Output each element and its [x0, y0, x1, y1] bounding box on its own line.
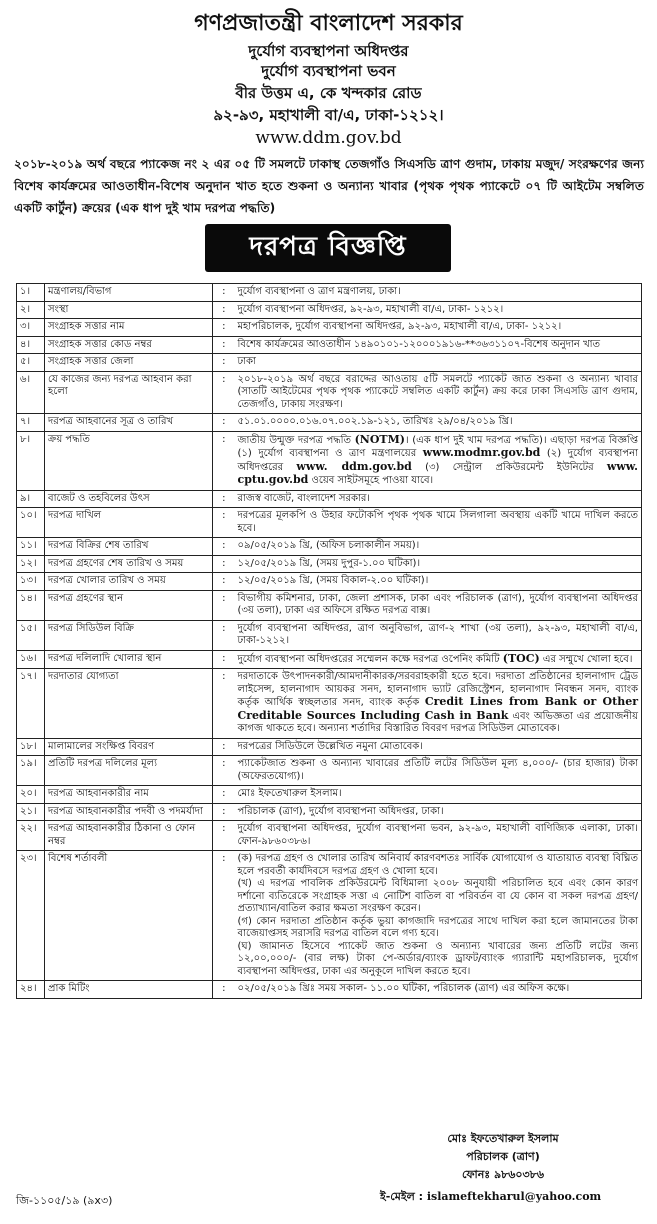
row-number: ১১। [17, 538, 45, 556]
row-number: ১০। [17, 508, 45, 538]
row-number: ২২। [17, 821, 45, 851]
table-row [17, 620, 642, 650]
row-value: দুর্যোগ ব্যবস্থাপনা অধিদপ্তর, ত্রাণ অনুবিভাগ, ত্রাণ-২ শাখা (৩য় তলা), ৯২-৯৩, মহাখালী বা/এ, ঢাকা-১২১২। [235, 620, 642, 650]
row-number: ১৩। [17, 573, 45, 591]
row-value [235, 650, 642, 669]
row-number: ৭। [17, 414, 45, 432]
table-row [17, 786, 642, 804]
row-number: ১২। [17, 555, 45, 573]
value-text: দুর্যোগ ব্যবস্থাপনা অধিদপ্তরের সম্মেলন কক্ষে দরপত্র ওপেনিং কমিটি [237, 653, 503, 665]
row-label: প্রতিটি দরপত্র দলিলের মূল্য [45, 756, 213, 786]
table-row [17, 851, 642, 981]
table-row [17, 319, 642, 337]
table-row [17, 756, 642, 786]
row-number: ১৯। [17, 756, 45, 786]
value-text: ওয়েব সাইটসমূহে পাওয়া যাবে। [308, 475, 434, 486]
website-link[interactable]: www.ddm.gov.bd [255, 128, 402, 148]
row-separator: : [213, 508, 235, 538]
condition-item: (ঘ) জামানত হিসেবে প্যাকেট জাত শুকনা ও অন্যান্য খাবারের জন্য প্রতিটি লটের জন্য ১২,০০,০০০/- (বার লক্ষ) টাকা পে-অর্ডার/ব্যাংক ড্রাফট/ব্যাংক গ্যারান্টি মহাপরিচালক, দুর্যোগ ব্যবস্থাপনা অধিদপ্তর, ঢাকা এর অনুকূলে দাখিল করতে হবে। [237, 940, 638, 977]
row-label: দরপত্র দলিলাদি খোলার স্থান [45, 650, 213, 669]
row-number: ১৭। [17, 669, 45, 739]
table-row [17, 555, 642, 573]
row-value: প্যাকেটজাত শুকনা ও অন্যান্য খাবারের প্রতিটি লটের সিডিউল মূল্য ৪,০০০/- (চার হাজার) টাকা (অফেরতযোগ্য)। [235, 756, 642, 786]
english-term[interactable]: www.modmr.gov.bd [422, 446, 541, 459]
row-label: সংগ্রাহক সত্তার নাম [45, 319, 213, 337]
english-term: (TOC) [502, 651, 540, 665]
table-row [17, 508, 642, 538]
table-row [17, 371, 642, 414]
row-number: ৪। [17, 336, 45, 354]
table-row [17, 650, 642, 669]
row-label: দরপত্র গ্রহণের স্থান [45, 590, 213, 620]
row-separator: : [213, 590, 235, 620]
row-label: দরপত্র গ্রহণের শেষ তারিখ ও সময় [45, 555, 213, 573]
row-separator: : [213, 756, 235, 786]
table-row [17, 431, 642, 490]
signatory-phone: ফোনঃ ৯৮৬০৩৮৬ [462, 1168, 544, 1181]
condition-item: (খ) এ দরপত্র পাবলিক প্রকিউরমেন্ট বিধিমালা ২০০৮ অনুযায়ী পরিচালিত হবে এবং কোন কারণ দর্শানো ব্যতিরেকে সংগ্রাহক সত্তা এ নোটিশ বাতিল বা পরিবর্তন বা যে কোন বা সকল দরপত্র গ্রহণ/প্রত্যাখ্যান/বাতিল করার ক্ষমতা সংরক্ষণ করেন। [237, 878, 638, 914]
row-value: বিভাগীয় কমিশনার, ঢাকা, জেলা প্রশাসক, ঢাকা এবং পরিচালক (ত্রাণ), দুর্যোগ ব্যবস্থাপনা অধিদপ্তর (৩য় তলা), ঢাকা এর অফিসে রক্ষিত দরপত্র বাক্স। [235, 590, 642, 620]
signatory-name: মোঃ ইফতেখারুল ইসলাম [447, 1132, 559, 1145]
row-separator: : [213, 538, 235, 556]
row-separator: : [213, 738, 235, 756]
row-separator: : [213, 981, 235, 999]
row-label: দরপত্র আহবানকারীর পদবী ও পদমর্যাদা [45, 803, 213, 821]
row-separator: : [213, 573, 235, 591]
row-separator: : [213, 319, 235, 337]
row-separator: : [213, 851, 235, 981]
row-separator: : [213, 620, 235, 650]
row-separator: : [213, 803, 235, 821]
row-separator: : [213, 650, 235, 669]
row-number: ১৪। [17, 590, 45, 620]
signatory-email-line [380, 1188, 601, 1207]
row-value: মহাপরিচালক, দুর্যোগ ব্যবস্থাপনা অধিদপ্তর, ৯২-৯৩, মহাখালী বা/এ, ঢাকা- ১২১২। [235, 319, 642, 337]
row-number: ১৬। [17, 650, 45, 669]
row-label: মন্ত্রণালয়/বিভাগ [45, 284, 213, 302]
condition-item: (গ) কোন দরদাতা প্রতিষ্ঠান কর্তৃক ভুয়া কাগজাদি দরপত্রের সাথে দাখিল করা হলে জামানতের টাকা বাজেয়াপ্তসহ সরাসরি দরপত্র বাতিল বলে গণ্য হবে। [237, 915, 638, 939]
row-number: ২০। [17, 786, 45, 804]
table-row [17, 590, 642, 620]
row-separator: : [213, 284, 235, 302]
table-row [17, 573, 642, 591]
tender-notice-banner: দরপত্র বিজ্ঞপ্তি [205, 224, 451, 272]
row-number: ৯। [17, 490, 45, 508]
value-text: এবং অভিজ্ঞতা এর প্রয়োজনীয় কাগজ থাকতে হবে। অন্যান্য শর্তাদির বিস্তারিত বিবরণ দরপত্র সিডিউল মোতাবেক। [237, 710, 638, 734]
road-name: বীর উত্তম এ, কে খন্দকার রোড [235, 84, 422, 102]
table-row [17, 490, 642, 508]
row-label: দরদাতার যোগ্যতা [45, 669, 213, 739]
email-address[interactable]: islameftekharul@yahoo.com [426, 1190, 602, 1203]
row-separator: : [213, 555, 235, 573]
row-number: ১৮। [17, 738, 45, 756]
intro-paragraph: ২০১৮-২০১৯ অর্থ বছরে প্যাকেজ নং ২ এর ০৫ টি সমলটে ঢাকাস্থ তেজগাঁও সিএসডি ত্রাণ গুদাম, ঢাকায় মজুদ/ সংরক্ষণের জন্য বিশেষ কার্যক্রমের আওতাধীন-বিশেষ অনুদান খাত হতে শুকনা ও অন্যান্য খাবার (পৃথক পৃথক প্যাকেটে ০৭ টি আইটেম সম্বলিত একটি কার্টুন) ক্রয়ের (এক ধাপ দুই খাম দরপত্র পদ্ধতি) [14, 157, 644, 215]
table-row [17, 284, 642, 302]
table-row [17, 414, 642, 432]
row-number: ৬। [17, 371, 45, 414]
row-separator: : [213, 414, 235, 432]
row-label: দরপত্র আহবানকারীর ঠিকানা ও ফোন নম্বর [45, 821, 213, 851]
english-term: Credit Lines from Bank or Other Creditable Sources Including Cash in Bank [237, 695, 639, 722]
row-number: ২১। [17, 803, 45, 821]
row-label: সংস্থা [45, 301, 213, 319]
row-separator: : [213, 821, 235, 851]
value-text: এর সম্মুখে খোলা হবে। [539, 653, 633, 665]
row-label: দরপত্র আহবানকারীর নাম [45, 786, 213, 804]
signatory-designation: পরিচালক (ত্রাণ) [466, 1150, 540, 1163]
value-text: (৩) সেন্ট্রাল প্রকিউরমেন্ট ইউনিটের [411, 461, 607, 473]
value-text: দরদাতাকে উৎপাদনকারী/আমদানীকারক/সরবরাহকারী হতে হবে। দরদাতা প্রতিষ্ঠানের হালনাগাদ ট্রেড লাইসেন্স, হালনাগাদ আয়কর সনদ, হালনাগাদ ভ্যাট রেজিস্ট্রেশন, হালনাগাদ নিবন্ধন সনদ, ব্যাংক কর্তৃক আর্থিক স্বচ্ছলতার সনদ, ব্যাংক কর্তৃক [237, 671, 638, 708]
row-label: যে কাজের জন্য দরপত্র আহবান করা হলো [45, 371, 213, 414]
row-value: ২০১৮-২০১৯ অর্থ বছরে বরাদ্দের আওতায় ৫টি সমলটে প্যাকেট জাত শুকনা ও অন্যান্য খাবার (সাতটি আইটেমের পৃথক পৃথক প্যাকেটে সম্বলিত একটি কার্টুন) ক্রয় করে ঢাকা সিএসডি ত্রাণ গুদাম, তেজগাঁও, ঢাকায় সংরক্ষণ। [235, 371, 642, 414]
table-row [17, 981, 642, 999]
table-row [17, 821, 642, 851]
building-name: দুর্যোগ ব্যবস্থাপনা ভবন [261, 62, 396, 80]
row-value: ১২/০৫/২০১৯ খ্রি, (সময় দুপুর-১.০০ ঘটিকা)। [235, 555, 642, 573]
row-separator: : [213, 336, 235, 354]
row-label: দরপত্র দাখিল [45, 508, 213, 538]
row-value: দরপত্রের সিডিউলে উল্লেখিত নমুনা মোতাবেক। [235, 738, 642, 756]
row-value: মোঃ ইফতেখারুল ইসলাম। [235, 786, 642, 804]
row-value: দুর্যোগ ব্যবস্থাপনা অধিদপ্তর, ৯২-৯৩, মহাখালী বা/এ, ঢাকা- ১২১২। [235, 301, 642, 319]
row-label: মালামালের সংক্ষিপ্ত বিবরণ [45, 738, 213, 756]
row-separator: : [213, 371, 235, 414]
tender-details-table [16, 283, 642, 999]
row-value: বিশেষ কার্যক্রমের আওতাধীন ১৪৯০১০১-১২০০০১৯১৬-**৩৬৩১১০৭-বিশেষ অনুদান খাত [235, 336, 642, 354]
row-value: রাজস্ব বাজেট, বাংলাদেশ সরকার। [235, 490, 642, 508]
table-row [17, 803, 642, 821]
row-label: প্রাক মিটিং [45, 981, 213, 999]
row-number: ২। [17, 301, 45, 319]
row-label: দরপত্র আহবানের সূত্র ও তারিখ [45, 414, 213, 432]
table-row [17, 738, 642, 756]
row-separator: : [213, 669, 235, 739]
row-number: ১৫। [17, 620, 45, 650]
condition-item: (ক) দরপত্র গ্রহণ ও খোলার তারিখ অনিবার্য কারণবশতঃ সার্বিক যোগাযোগ ও যাতায়াত ব্যবস্থা বিঘ্নিত হলে পরবর্তী কার্যদিবসে দরপত্র গ্রহণ ও খোলা হবে। [237, 853, 638, 877]
department-name: দুর্যোগ ব্যবস্থাপনা অধিদপ্তর [248, 42, 409, 60]
government-title: গণপ্রজাতন্ত্রী বাংলাদেশ সরকার [194, 11, 463, 36]
row-label: দরপত্র বিক্রির শেষ তারিখ [45, 538, 213, 556]
row-separator: : [213, 301, 235, 319]
row-value: ০২/০৫/২০১৯ খ্রিঃ সময় সকাল- ১১.০০ ঘটিকা, পরিচালক (ত্রাণ) এর অফিস কক্ষে। [235, 981, 642, 999]
row-number: ১। [17, 284, 45, 302]
english-term[interactable]: www. cptu.gov.bd [237, 459, 638, 486]
row-value: ১২/০৫/২০১৯ খ্রি, (সময় বিকাল-২.০০ ঘটিকা)। [235, 573, 642, 591]
row-number: ২৪। [17, 981, 45, 999]
row-value: ৫১.০১.০০০০.০১৬.০৭.০০২.১৯-১২১, তারিখঃ ২৯/০৪/২০১৯ খ্রি। [235, 414, 642, 432]
row-value: পরিচালক (ত্রাণ), দুর্যোগ ব্যবস্থাপনা অধিদপ্তর, ঢাকা। [235, 803, 642, 821]
row-number: ৫। [17, 354, 45, 372]
value-text: । (এক ধাপ দুই খাম দরপত্র পদ্ধতি)। এছাড়া দরপত্র বিজ্ঞপ্তি (১) দুর্যোগ ব্যবস্থাপনা ও ত্রাণ মন্ত্রণালয়ের [237, 434, 638, 459]
english-term[interactable]: www. ddm.gov.bd [296, 459, 412, 473]
value-text: জাতীয় উন্মুক্ত দরপত্র পদ্ধতি [237, 434, 355, 446]
row-separator: : [213, 354, 235, 372]
row-value [235, 669, 642, 739]
row-label: দরপত্র সিডিউল বিক্রি [45, 620, 213, 650]
row-value [235, 851, 642, 981]
row-number: ৮। [17, 431, 45, 490]
row-separator: : [213, 431, 235, 490]
email-label: ই-মেইল : [380, 1190, 427, 1203]
value-text: (২) দুর্যোগ ব্যবস্থাপনা অধিদপ্তরের [237, 448, 638, 473]
row-value: দুর্যোগ ব্যবস্থাপনা ও ত্রাণ মন্ত্রণালয়, ঢাকা। [235, 284, 642, 302]
row-value: ঢাকা [235, 354, 642, 372]
row-number: ৩। [17, 319, 45, 337]
english-term: (NOTM) [354, 432, 406, 446]
row-separator: : [213, 786, 235, 804]
row-value: দুর্যোগ ব্যবস্থাপনা অধিদপ্তর, দুর্যোগ ব্যবস্থাপনা ভবন, ৯২-৯৩, মহাখালী বাণিজ্যিক এলাকা, ঢাকা। ফোন-৯৮৬০৩৮৬। [235, 821, 642, 851]
address-line: ৯২-৯৩, মহাখালী বা/এ, ঢাকা-১২১২। [213, 106, 444, 124]
table-row [17, 336, 642, 354]
table-row [17, 301, 642, 319]
row-value: ০৯/০৫/২০১৯ খ্রি, (অফিস চলাকালীন সময়)। [235, 538, 642, 556]
row-label: বিশেষ শর্তাবলী [45, 851, 213, 981]
row-label: ক্রয় পদ্ধতি [45, 431, 213, 490]
reference-code: জি-১১০৫/১৯ (৯x৩) [16, 1194, 113, 1207]
row-separator: : [213, 490, 235, 508]
row-value [235, 431, 642, 490]
row-number: ২৩। [17, 851, 45, 981]
row-label: বাজেট ও তহবিলের উৎস [45, 490, 213, 508]
row-label: সংগ্রাহক সত্তার জেলা [45, 354, 213, 372]
table-row [17, 354, 642, 372]
row-label: দরপত্র খোলার তারিখ ও সময় [45, 573, 213, 591]
row-value: দরপত্রের মূলকপি ও উহার ফটোকপি পৃথক পৃথক খামে সিলগালা অবস্থায় একটি খামে দাখিল করতে হবে। [235, 508, 642, 538]
row-label: সংগ্রাহক সত্তার কোড নম্বর [45, 336, 213, 354]
table-row [17, 538, 642, 556]
table-row [17, 669, 642, 739]
